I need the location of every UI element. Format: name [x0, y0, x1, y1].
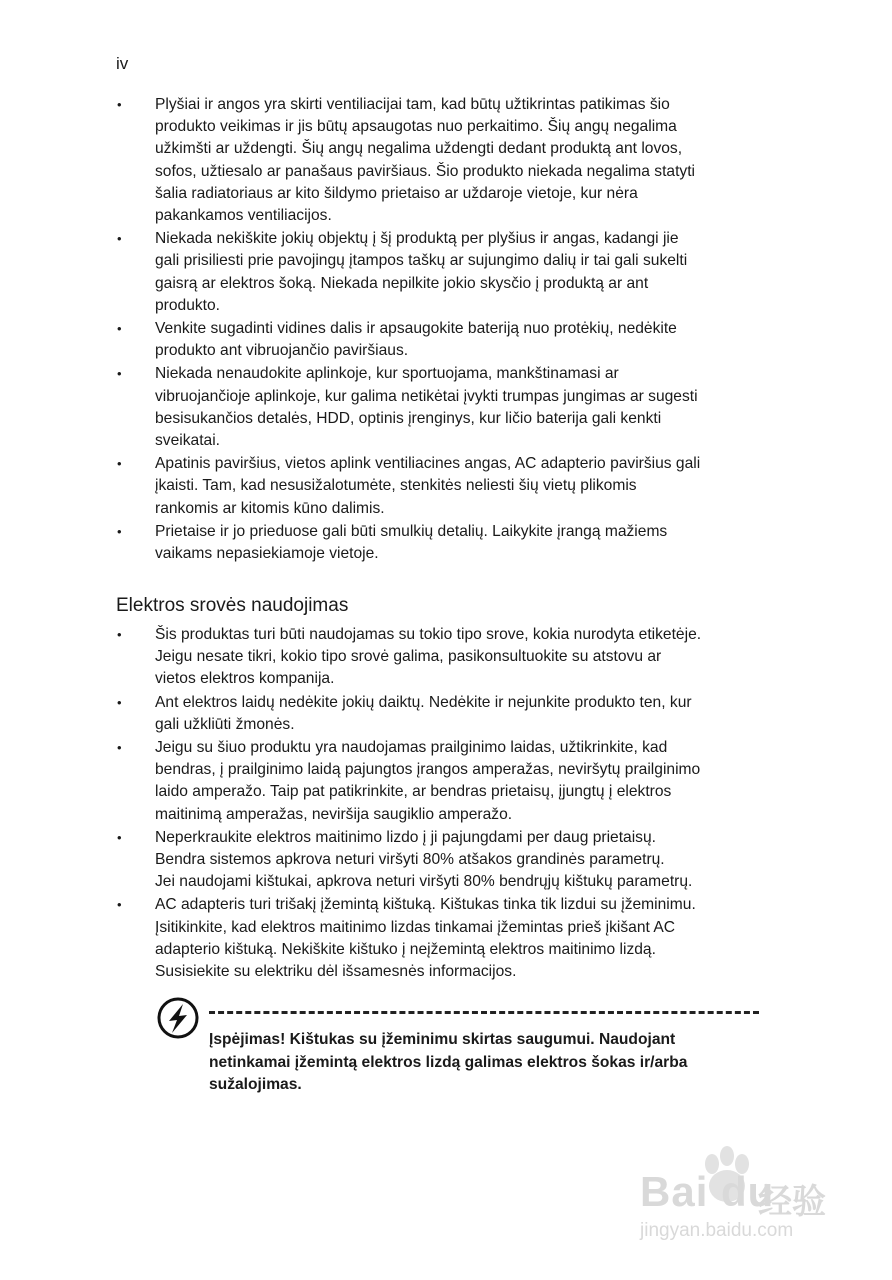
list-item	[116, 692, 766, 736]
list-item-line: Niekada nenaudokite aplinkoje, kur sportuojama, mankštinamasi ar	[155, 365, 619, 383]
bullet-icon: •	[117, 97, 122, 112]
bullet-icon: •	[117, 366, 122, 382]
list-item-line: šalia radiatoriaus ar kito šildymo prietaiso ar uždaroje vietoje, kur nėra	[155, 184, 638, 202]
bullet-icon: •	[117, 740, 122, 756]
list-item-line: produkto ant vibruojančio paviršiaus.	[155, 342, 409, 360]
list-item-line: produkto veikimas ir jis būtų apsaugotas nuo perkaitimo. Šių angų negalima	[155, 118, 677, 136]
list-item-line: pakankamos ventiliacijos.	[155, 207, 332, 225]
list-item-line: gali užkliūti žmonės.	[155, 715, 295, 733]
electric-hazard-icon	[156, 996, 200, 1040]
bullet-icon: •	[117, 456, 122, 472]
list-item-line: Bendra sistemos apkrova neturi viršyti 80% atšakos grandinės parametrų.	[155, 851, 665, 869]
list-item-line: rankomis ar kitomis kūno dalimis.	[155, 499, 385, 517]
list-item-line: Venkite sugadinti vidines dalis ir apsaugokite bateriją nuo protėkių, nedėkite	[155, 320, 677, 338]
list-item-line: Prietaise ir jo prieduose gali būti smulkių detalių. Laikykite įrangą mažiems	[155, 522, 668, 540]
list-item	[116, 827, 766, 894]
list-item-line: sveikatai.	[155, 432, 221, 450]
list-item-line: Niekada nekiškite jokių objektų į šį produktą per plyšius ir angas, kadangi jie	[155, 230, 679, 248]
list-item-line: Ant elektros laidų nedėkite jokių daiktų. Nedėkite ir nejunkite produkto ten, kur	[155, 693, 692, 711]
list-item	[116, 228, 766, 317]
bullet-icon: •	[117, 321, 122, 337]
list-item-line: AC adapteris turi trišakį įžemintą kištuką. Kištukas tinka tik lizdui su įžeminimu.	[155, 896, 696, 914]
watermark-brand-cn: 经验	[758, 1183, 826, 1221]
list-item	[116, 521, 766, 565]
watermark-brand: Bai du	[640, 1168, 775, 1215]
page-number: iv	[116, 54, 129, 73]
list-item	[116, 94, 766, 227]
bullet-icon: •	[117, 829, 122, 845]
list-item-line: produkto.	[155, 296, 221, 314]
list-item	[116, 894, 766, 983]
list-item	[116, 737, 766, 826]
list-item-line: vibruojančioje aplinkoje, kur galima netikėtai įvykti trumpas jungimas ar sugesti	[155, 387, 698, 405]
list-item-line: besisukančios detalės, HDD, optinis įrenginys, kur ličio baterija gali kenkti	[155, 409, 662, 427]
list-item-line: Jei naudojami kištukai, apkrova neturi viršyti 80% bendrųjų kištukų parametrų.	[155, 873, 693, 891]
bullet-icon: •	[117, 523, 122, 539]
warning-line: netinkamai įžemintą elektros lizdą galimas elektros šokas ir/arba	[209, 1053, 688, 1071]
list-item-line: Šis produktas turi būti naudojamas su tokio tipo srove, kokia nurodyta etiketėje.	[155, 626, 702, 643]
bullet-icon: •	[117, 694, 122, 710]
list-item-line: vietos elektros kompanija.	[155, 670, 335, 688]
warning-line: Įspėjimas! Kištukas su įžeminimu skirtas saugumui. Naudojant	[209, 1031, 676, 1048]
warning-dashed-rule	[209, 1011, 759, 1014]
safety-list-ventilation	[116, 94, 766, 566]
list-item-line: Plyšiai ir angos yra skirti ventiliacijai tam, kad būtų užtikrintas patikimas šio	[155, 96, 670, 113]
section-heading: Elektros srovės naudojimas	[116, 595, 349, 616]
list-item	[116, 318, 766, 362]
list-item-line: Susisiekite su elektriku dėl išsamesnės informacijos.	[155, 963, 517, 981]
warning-text	[209, 1029, 754, 1097]
list-item-line: sofos, užtiesalo ar panašaus paviršiaus. Šio produkto niekada negalima statyti	[155, 162, 696, 180]
list-item-line: gali prisiliesti prie pavojingų įtampos taškų ar sujungimo dalių ir tai gali sukelti	[155, 252, 688, 270]
list-item-line: adapterio kištuką. Nekiškite kištuko į neįžemintą elektros maitinimo lizdą.	[155, 940, 656, 958]
list-item-line: įkaisti. Tam, kad nesusižalotumėte, stenkitės neliesti šių vietų plikomis	[155, 477, 637, 495]
watermark-url: jingyan.baidu.com	[640, 1220, 794, 1241]
list-item-line: Apatinis paviršius, vietos aplink ventiliacines angas, AC adapterio paviršius gali	[155, 455, 701, 473]
list-item	[116, 624, 766, 691]
baidu-watermark	[630, 1140, 840, 1250]
bullet-icon: •	[117, 627, 122, 642]
list-item-line: Jeigu nesate tikri, kokio tipo srovė galima, pasikonsultuokite su atstovu ar	[155, 648, 662, 666]
list-item	[116, 453, 766, 520]
list-item-line: bendras, į prailginimo laidą pajungtos įrangos amperažas, neviršytų prailginimo	[155, 761, 701, 779]
bullet-icon: •	[117, 897, 122, 913]
list-item-line: vaikams nepasiekiamoje vietoje.	[155, 545, 379, 563]
list-item-line: Neperkraukite elektros maitinimo lizdo į ji pajungdami per daug prietaisų.	[155, 828, 656, 846]
list-item-line: Įsitikinkite, kad elektros maitinimo lizdas tinkamai įžemintas prieš įkišant AC	[155, 918, 675, 936]
list-item-line: laido amperažo. Taip pat patikrinkite, ar bendras prietaisų, įjungtų į elektros	[155, 783, 672, 801]
bullet-icon: •	[117, 231, 122, 247]
list-item-line: gaisrą ar elektros šoką. Niekada nepilkite jokio skysčio į produktą ar ant	[155, 274, 649, 292]
list-item-line: maitinimą amperažas, neviršija saugiklio amperažo.	[155, 805, 513, 823]
list-item	[116, 363, 766, 452]
safety-list-electricity	[116, 624, 766, 984]
warning-line: sužalojimas.	[209, 1076, 302, 1093]
list-item-line: Jeigu su šiuo produktu yra naudojamas prailginimo laidas, užtikrinkite, kad	[155, 739, 668, 757]
list-item-line: užkimšti ar uždengti. Šių angų negalima uždengti dedant produktą ant lovos,	[155, 140, 683, 158]
